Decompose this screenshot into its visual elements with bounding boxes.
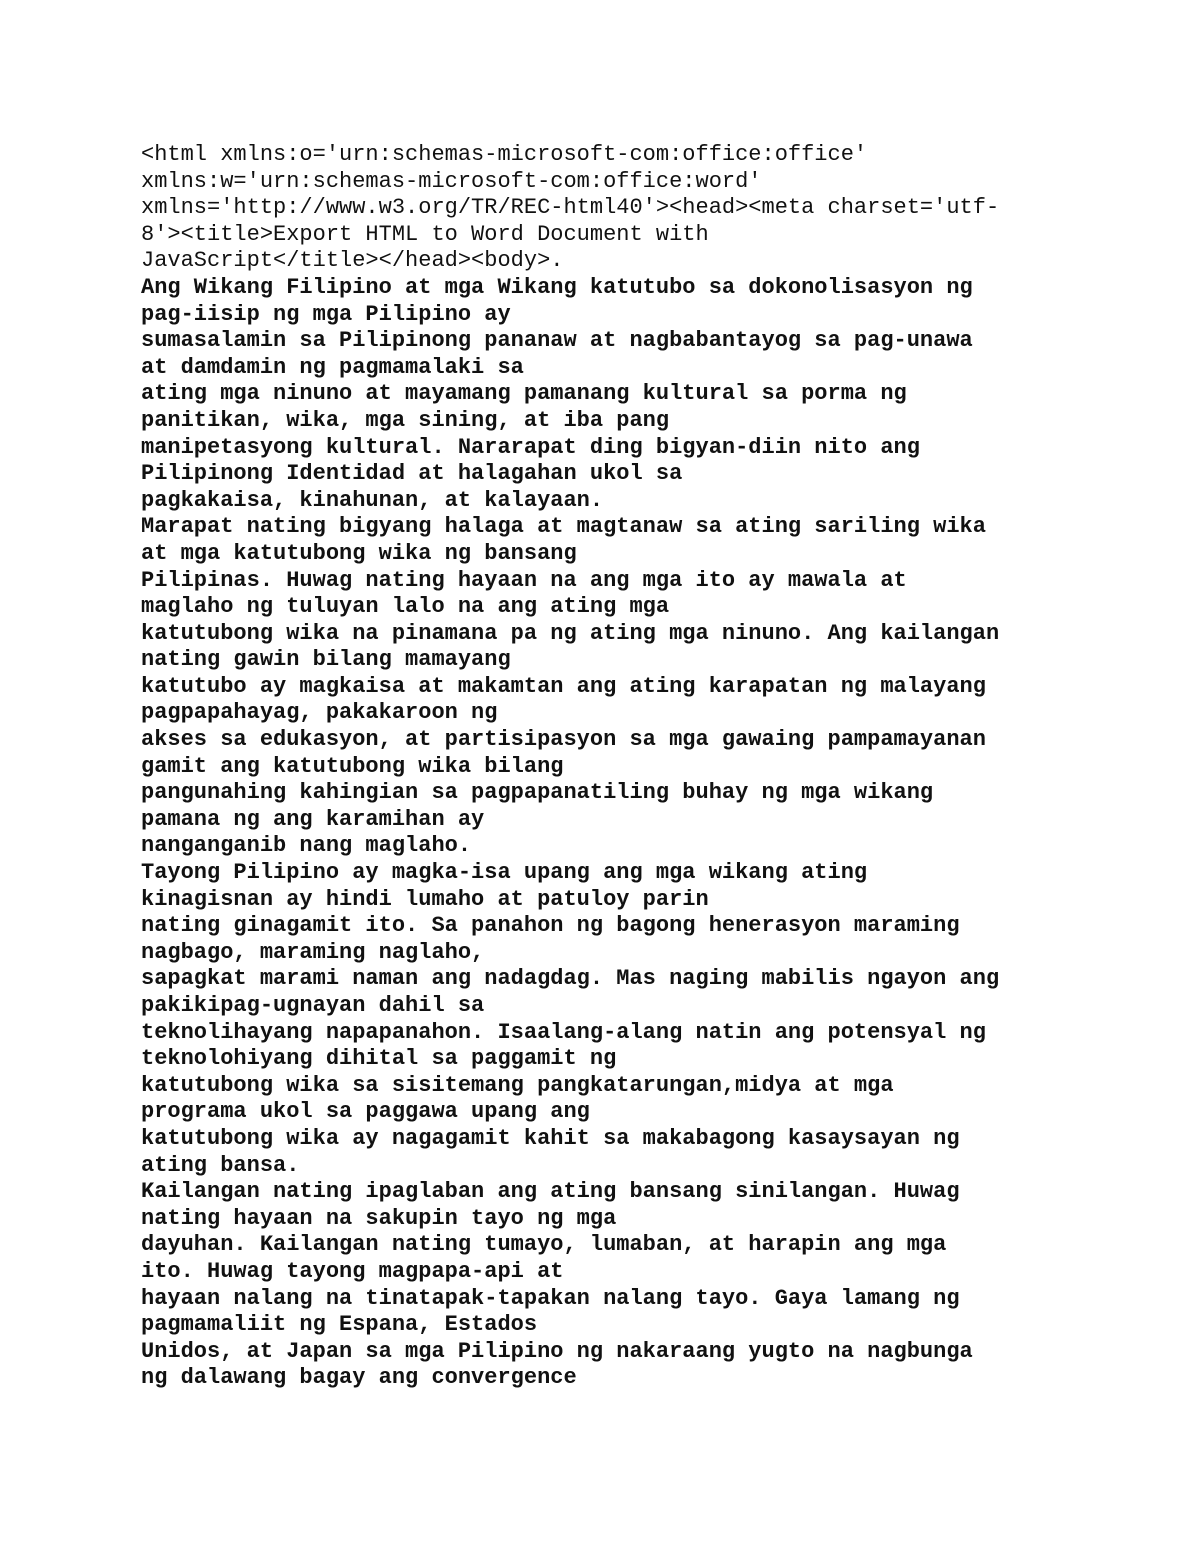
- essay-body: [141, 275, 1081, 1392]
- text-line: teknolohiyang dihital sa paggamit ng: [141, 1046, 617, 1072]
- text-line: pakikipag-ugnayan dahil sa: [141, 993, 485, 1018]
- text-line: ating mga ninuno at mayamang pamanang kultural sa porma ng: [141, 381, 907, 407]
- text-line: manipetasyong kultural. Nararapat ding bigyan-diin nito ang: [141, 434, 920, 460]
- document-page: [141, 142, 1081, 1392]
- text-line: Ang Wikang Filipino at mga Wikang katutubo sa dokonolisasyon ng: [141, 274, 973, 300]
- text-line: gamit ang katutubong wika bilang: [141, 753, 564, 779]
- text-line: katutubong wika sa sisitemang pangkatarungan,midya at mga: [141, 1072, 894, 1098]
- text-line: nating ginagamit ito. Sa panahon ng bagong henerasyon maraming: [141, 913, 960, 939]
- text-line: katutubong wika na pinamana pa ng ating mga ninuno. Ang kailangan: [141, 620, 1000, 646]
- code-line: xmlns:w='urn:schemas-microsoft-com:office:word': [141, 168, 762, 194]
- text-line: pamana ng ang karamihan ay: [141, 806, 485, 832]
- text-line: kinagisnan ay hindi lumaho at patuloy parin: [141, 886, 709, 912]
- text-line: ating bansa.: [141, 1152, 300, 1178]
- text-line: katutubong wika ay nagagamit kahit sa makabagong kasaysayan ng: [141, 1125, 960, 1151]
- text-line: programa ukol sa paggawa upang ang: [141, 1099, 590, 1125]
- text-line: Marapat nating bigyang halaga at magtanaw sa ating sariling wika: [141, 514, 986, 540]
- text-line: ito. Huwag tayong magpapa-api at: [141, 1258, 564, 1284]
- text-line: pag-iisip ng mga Pilipino ay: [141, 301, 511, 327]
- text-line: sapagkat marami naman ang nadagdag. Mas naging mabilis ngayon ang: [141, 966, 1000, 992]
- text-line: akses sa edukasyon, at partisipasyon sa mga gawaing pampamayanan: [141, 727, 986, 753]
- text-line: panitikan, wika, mga sining, at iba pang: [141, 407, 670, 433]
- text-line: Pilipinas. Huwag nating hayaan na ang mga ito ay mawala at: [141, 567, 907, 593]
- text-line: nating hayaan na sakupin tayo ng mga: [141, 1205, 617, 1231]
- text-line: Pilipinong Identidad at halagahan ukol sa: [141, 461, 683, 487]
- code-line: <html xmlns:o='urn:schemas-microsoft-com:office:office': [141, 142, 868, 167]
- text-line: katutubo ay magkaisa at makamtan ang ating karapatan ng malayang: [141, 673, 986, 699]
- text-line: Unidos, at Japan sa mga Pilipino ng nakaraang yugto na nagbunga: [141, 1338, 973, 1364]
- text-line: pagmamaliit ng Espana, Estados: [141, 1312, 538, 1338]
- text-line: at mga katutubong wika ng bansang: [141, 540, 577, 566]
- code-line: JavaScript</title></head><body>.: [141, 248, 564, 274]
- text-line: teknolihayang napapanahon. Isaalang-alang natin ang potensyal ng: [141, 1019, 986, 1045]
- text-line: Tayong Pilipino ay magka-isa upang ang mga wikang ating: [141, 860, 868, 886]
- text-line: pagpapahayag, pakakaroon ng: [141, 700, 498, 726]
- text-line: pagkakaisa, kinahunan, at kalayaan.: [141, 487, 604, 513]
- text-line: hayaan nalang na tinatapak-tapakan nalang tayo. Gaya lamang ng: [141, 1285, 960, 1311]
- text-line: maglaho ng tuluyan lalo na ang ating mga: [141, 594, 670, 620]
- text-line: at damdamin ng pagmamalaki sa: [141, 354, 524, 380]
- text-line: nating gawin bilang mamayang: [141, 647, 511, 673]
- code-header-block: [141, 142, 1081, 275]
- code-line: xmlns='http://www.w3.org/TR/REC-html40'><head><meta charset='utf-: [141, 195, 1000, 221]
- text-line: dayuhan. Kailangan nating tumayo, lumaban, at harapin ang mga: [141, 1232, 947, 1258]
- text-line: sumasalamin sa Pilipinong pananaw at nagbabantayog sa pag-unawa: [141, 328, 973, 354]
- code-line: 8'><title>Export HTML to Word Document with: [141, 221, 709, 247]
- text-line: nanganganib nang maglaho.: [141, 833, 472, 859]
- text-line: Kailangan nating ipaglaban ang ating bansang sinilangan. Huwag: [141, 1179, 960, 1205]
- text-line: pangunahing kahingian sa pagpapanatiling buhay ng mga wikang: [141, 780, 934, 806]
- text-line: nagbago, maraming naglaho,: [141, 939, 485, 965]
- text-line: ng dalawang bagay ang convergence: [141, 1365, 577, 1391]
